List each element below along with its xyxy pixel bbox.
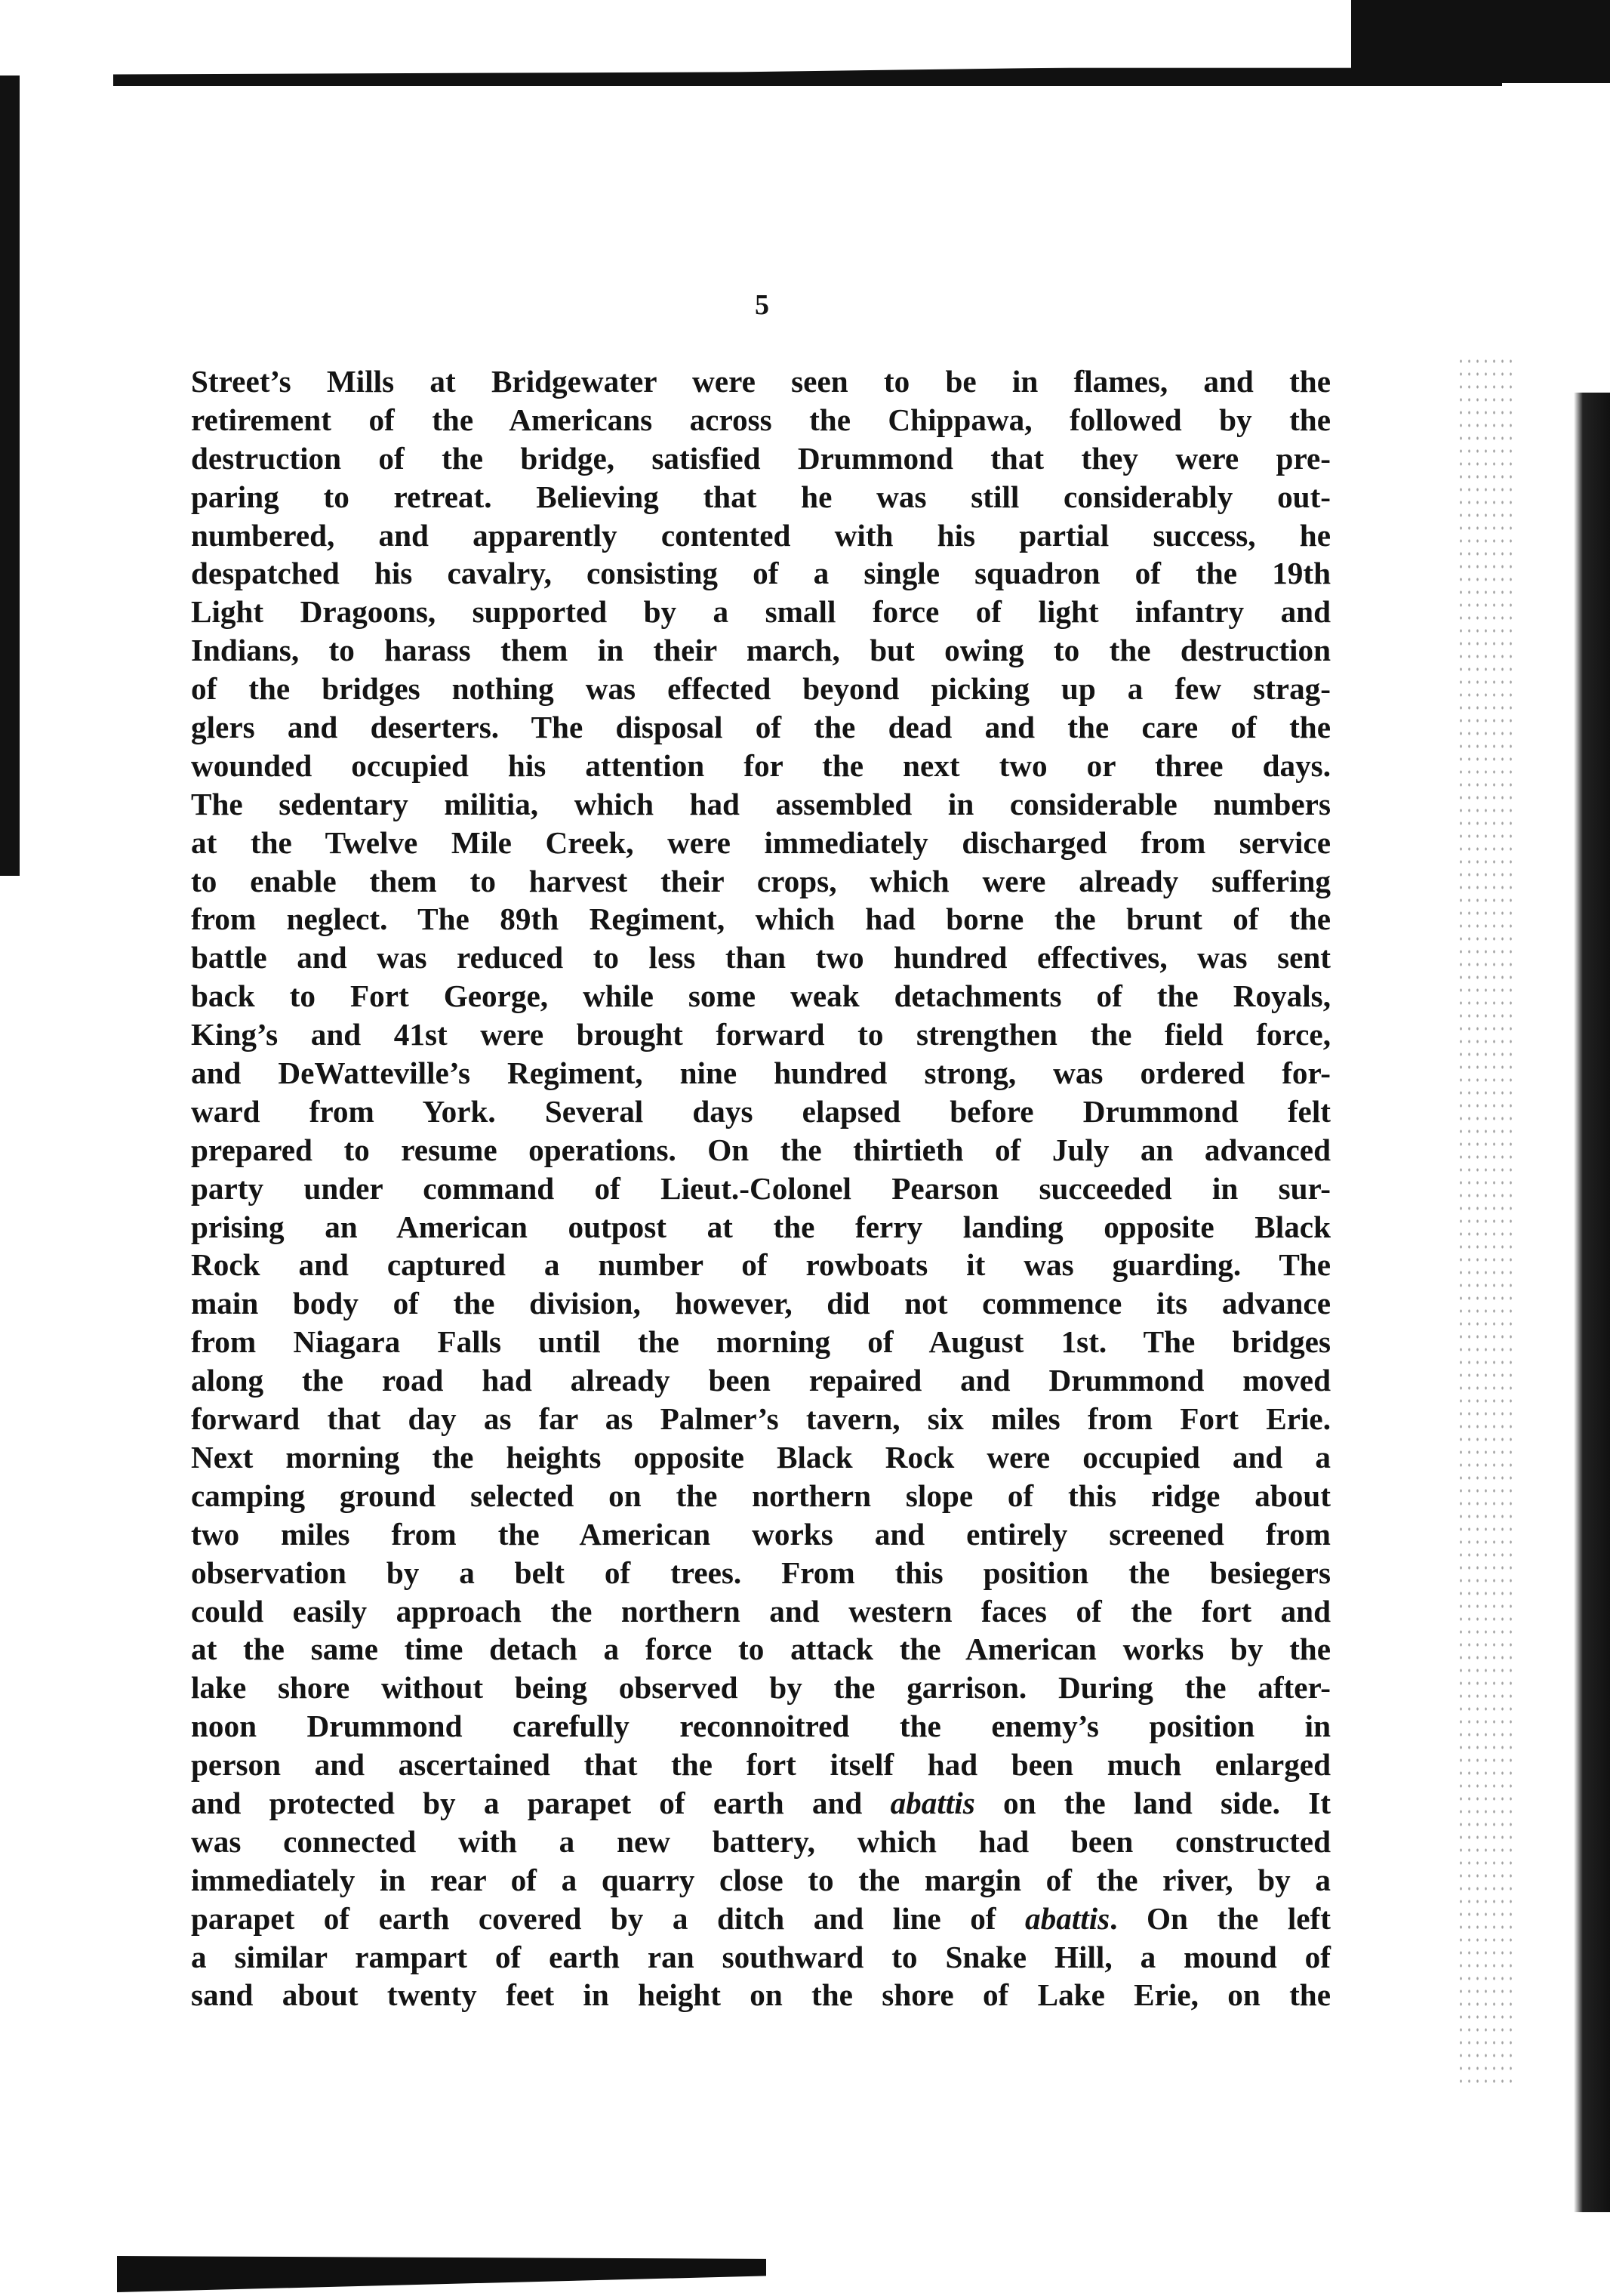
text-line: from Niagara Falls until the morning of August 1st. The bridges <box>191 1324 1331 1360</box>
text-line: noon Drummond carefully reconnoitred the enemy’s position in <box>191 1709 1331 1744</box>
text-line: lake shore without being observed by the garrison. During the after- <box>191 1670 1331 1706</box>
text-line: immediately in rear of a quarry close to the margin of the river, by a <box>191 1862 1331 1897</box>
text-line: paring to retreat. Believing that he was still considerably out- <box>191 479 1331 514</box>
page-number: 5 <box>755 289 770 321</box>
text-line: back to Fort George, while some weak detachments of the Royals, <box>191 978 1331 1014</box>
text-line: main body of the division, however, did not commence its advance <box>191 1286 1331 1321</box>
text-line: person and ascertained that the fort itself had been much enlarged <box>191 1747 1331 1783</box>
text-line: battle and was reduced to less than two hundred effectives, was sent <box>191 940 1331 975</box>
text-line: party under command of Lieut.-Colonel Pearson succeeded in sur- <box>191 1170 1331 1206</box>
scan-speckle-right <box>1457 355 1517 2091</box>
text-line: along the road had already been repaired and Drummond moved <box>191 1363 1331 1398</box>
text-line: destruction of the bridge, satisfied Drummond that they were pre- <box>191 440 1331 476</box>
text-line: King’s and 41st were brought forward to strengthen the field force, <box>191 1017 1331 1052</box>
text-line: numbered, and apparently contented with his partial success, he <box>191 517 1331 553</box>
scan-edge-top <box>113 39 1502 86</box>
text-line: retirement of the Americans across the Chippawa, followed by the <box>191 402 1331 437</box>
text-line: ward from York. Several days elapsed before Drummond felt <box>191 1093 1331 1129</box>
text-line: despatched his cavalry, consisting of a single squadron of the 19th <box>191 556 1331 591</box>
scan-edge-bottom <box>117 2256 766 2292</box>
text-line: Indians, to harass them in their march, but owing to the destruction <box>191 633 1331 668</box>
text-line: from neglect. The 89th Regiment, which had borne the brunt of the <box>191 901 1331 937</box>
text-line: of the bridges nothing was effected beyond picking up a few strag- <box>191 671 1331 707</box>
scan-edge-left <box>0 76 20 876</box>
text-line: glers and deserters. The disposal of the dead and the care of the <box>191 710 1331 745</box>
text-line: prising an American outpost at the ferry landing opposite Black <box>191 1209 1331 1244</box>
text-line: was connected with a new battery, which had been constructed <box>191 1823 1331 1859</box>
text-line: The sedentary militia, which had assembled in considerable numbers <box>191 786 1331 821</box>
text-line: observation by a belt of trees. From this position the besiegers <box>191 1555 1331 1590</box>
text-line: forward that day as far as Palmer’s tavern, six miles from Fort Erie. <box>191 1401 1331 1437</box>
body-text <box>191 362 1331 2014</box>
text-line: Light Dragoons, supported by a small force of light infantry and <box>191 594 1331 630</box>
text-line: could easily approach the northern and western faces of the fort and <box>191 1593 1331 1629</box>
text-line: and protected by a parapet of earth and abattis on the land side. It <box>191 1785 1331 1820</box>
italic-term: abattis <box>1025 1900 1110 1936</box>
text-line: parapet of earth covered by a ditch and line of abattis. On the left <box>191 1900 1331 1936</box>
scan-corner-top-right <box>1351 0 1610 83</box>
text-line: camping ground selected on the northern slope of this ridge about <box>191 1478 1331 1513</box>
text-line: wounded occupied his attention for the next two or three days. <box>191 747 1331 783</box>
text-line: Next morning the heights opposite Black Rock were occupied and a <box>191 1439 1331 1475</box>
text-line: at the Twelve Mile Creek, were immediately discharged from service <box>191 824 1331 860</box>
text-line: to enable them to harvest their crops, which were already suffering <box>191 863 1331 898</box>
scan-edge-right <box>1550 393 1610 2212</box>
text-line: at the same time detach a force to attack the American works by the <box>191 1632 1331 1667</box>
text-line: Rock and captured a number of rowboats it was guarding. The <box>191 1247 1331 1283</box>
text-line: sand about twenty feet in height on the shore of Lake Erie, on the <box>191 1977 1331 2013</box>
text-line: two miles from the American works and entirely screened from <box>191 1516 1331 1552</box>
text-line: prepared to resume operations. On the thirtieth of July an advanced <box>191 1132 1331 1167</box>
text-line: Street’s Mills at Bridgewater were seen to be in flames, and the <box>191 364 1331 399</box>
italic-term: abattis <box>890 1785 975 1820</box>
text-line: a similar rampart of earth ran southward to Snake Hill, a mound of <box>191 1939 1331 1974</box>
text-line: and DeWatteville’s Regiment, nine hundred strong, was ordered for- <box>191 1056 1331 1091</box>
